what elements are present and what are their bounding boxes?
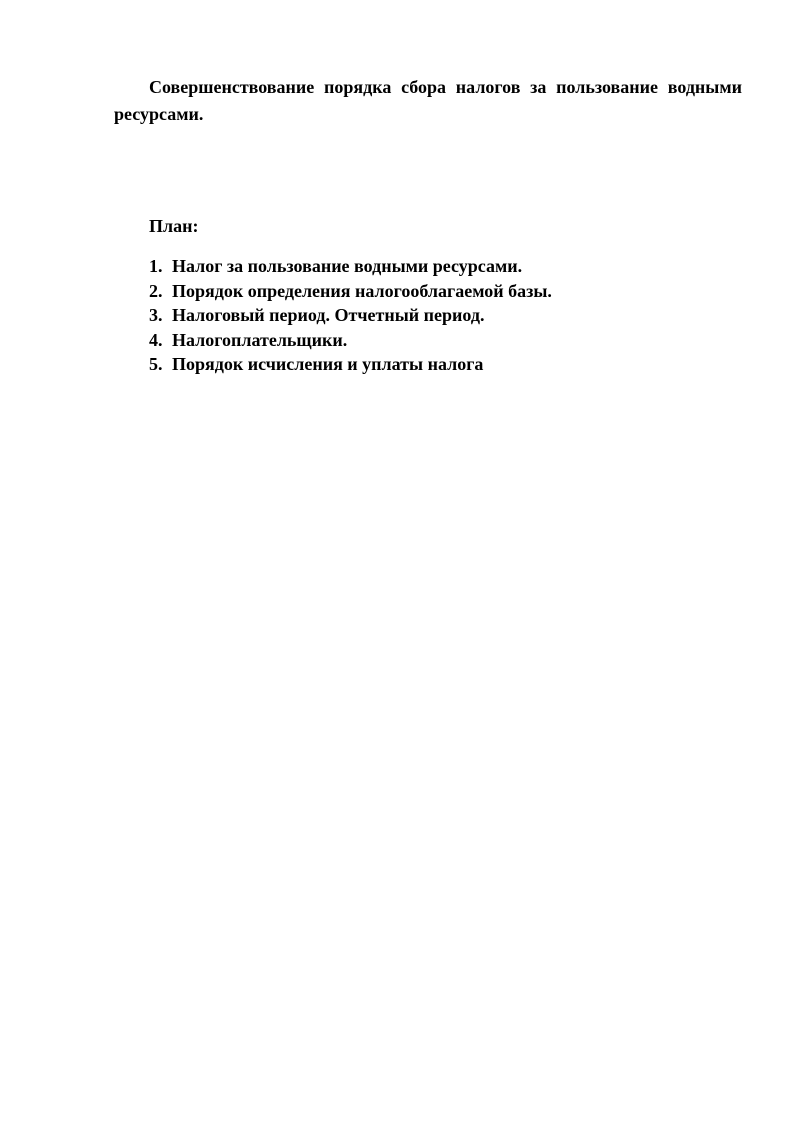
list-item-number: 4. bbox=[149, 329, 163, 350]
list-item bbox=[149, 328, 552, 353]
plan-heading: План: bbox=[149, 216, 199, 236]
list-item-number: 1. bbox=[149, 256, 163, 276]
list-item bbox=[149, 254, 552, 279]
list-item bbox=[149, 352, 552, 377]
list-item-number: 3. bbox=[149, 305, 163, 325]
document-title: Совершенствование порядка сбора налогов за пользование водными ресурсами. bbox=[114, 77, 742, 124]
plan-list bbox=[149, 254, 552, 377]
list-item-number: 2. bbox=[149, 280, 163, 301]
list-item bbox=[149, 303, 552, 328]
list-item-text: Порядок исчисления и уплаты налога bbox=[172, 354, 484, 374]
list-item-text: Порядок определения налогооблагаемой базы. bbox=[172, 280, 552, 301]
list-item-text: Налог за пользование водными ресурсами. bbox=[172, 256, 523, 276]
list-item bbox=[149, 279, 552, 304]
list-item-text: Налоговый период. Отчетный период. bbox=[172, 305, 485, 325]
list-item-number: 5. bbox=[149, 354, 163, 374]
list-item-text: Налогоплательщики. bbox=[172, 329, 348, 350]
